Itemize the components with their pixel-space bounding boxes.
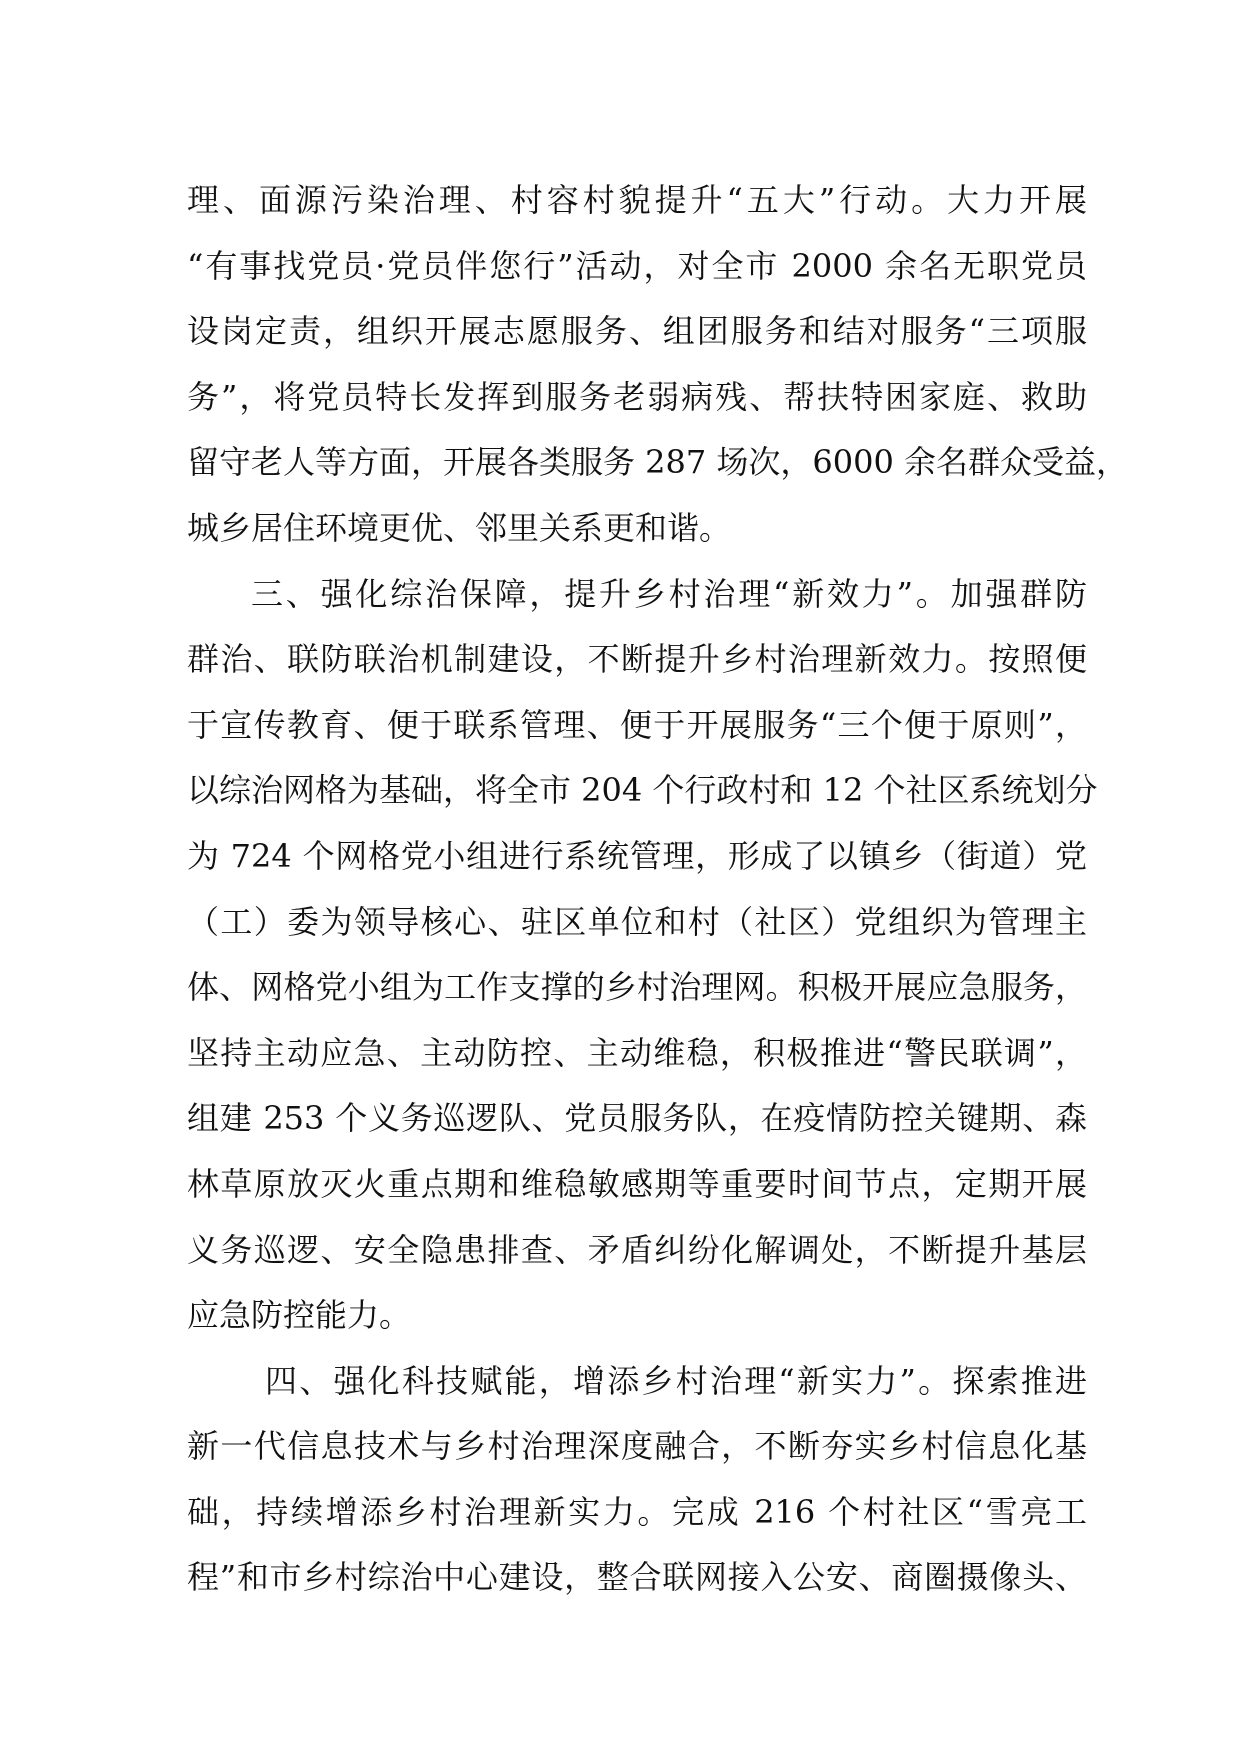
section-four-heading-line: 四、强化科技赋能，增添乡村治理“新实力”。探索推进: [265, 1361, 1087, 1400]
text-line-1: 理、面源污染治理、村容村貌提升“五大”行动。大力开展: [187, 181, 1087, 219]
text-line-2: “有事找党员·党员伴您行”活动，对全市 2000 余名无职党员: [187, 246, 1087, 285]
document-body: [187, 168, 1129, 1611]
text-line-17: 义务巡逻、安全隐患排查、矛盾纠纷化解调处，不断提升基层: [187, 1230, 1087, 1269]
text-line-14: 坚持主动应急、主动防控、主动维稳，积极推进“警民联调”，: [187, 1033, 1087, 1072]
text-line-15: 组建 253 个义务巡逻队、党员服务队，在疫情防控关键期、森: [187, 1099, 1087, 1138]
text-line-11: 为 724 个网格党小组进行系统管理，形成了以镇乡（街道）党: [187, 836, 1087, 875]
text-line-12: （工）委为领导核心、驻区单位和村（社区）党组织为管理主: [187, 902, 1087, 941]
text-line-20: 新一代信息技术与乡村治理深度融合，不断夯实乡村信息化基: [187, 1427, 1087, 1466]
text-line-6: 城乡居住环境更优、邻里关系更和谐。: [187, 508, 732, 547]
text-line-10: 以综治网格为基础，将全市 204 个行政村和 12 个社区系统划分: [187, 771, 1098, 810]
text-line-5: 留守老人等方面，开展各类服务 287 场次，6000 余名群众受益，: [187, 443, 1129, 482]
text-line-21: 础，持续增添乡村治理新实力。完成 216 个村社区“雪亮工: [187, 1492, 1087, 1531]
section-three-heading-line: 三、强化综治保障，提升乡村治理“新效力”。加强群防: [251, 574, 1087, 613]
text-line-22: 程”和市乡村综治中心建设，整合联网接入公安、商圈摄像头、: [187, 1558, 1087, 1597]
text-line-4: 务”，将党员特长发挥到服务老弱病残、帮扶特困家庭、救助: [187, 377, 1087, 416]
text-line-16: 林草原放灭火重点期和维稳敏感期等重要时间节点，定期开展: [187, 1164, 1087, 1203]
text-line-13: 体、网格党小组为工作支撑的乡村治理网。积极开展应急服务，: [187, 968, 1087, 1007]
text-line-3: 设岗定责，组织开展志愿服务、组团服务和结对服务“三项服: [187, 312, 1087, 351]
text-line-8: 群治、联防联治机制建设，不断提升乡村治理新效力。按照便: [187, 640, 1087, 679]
text-line-9: 于宣传教育、便于联系管理、便于开展服务“三个便于原则”，: [187, 705, 1087, 744]
text-line-18: 应急防控能力。: [187, 1296, 412, 1335]
